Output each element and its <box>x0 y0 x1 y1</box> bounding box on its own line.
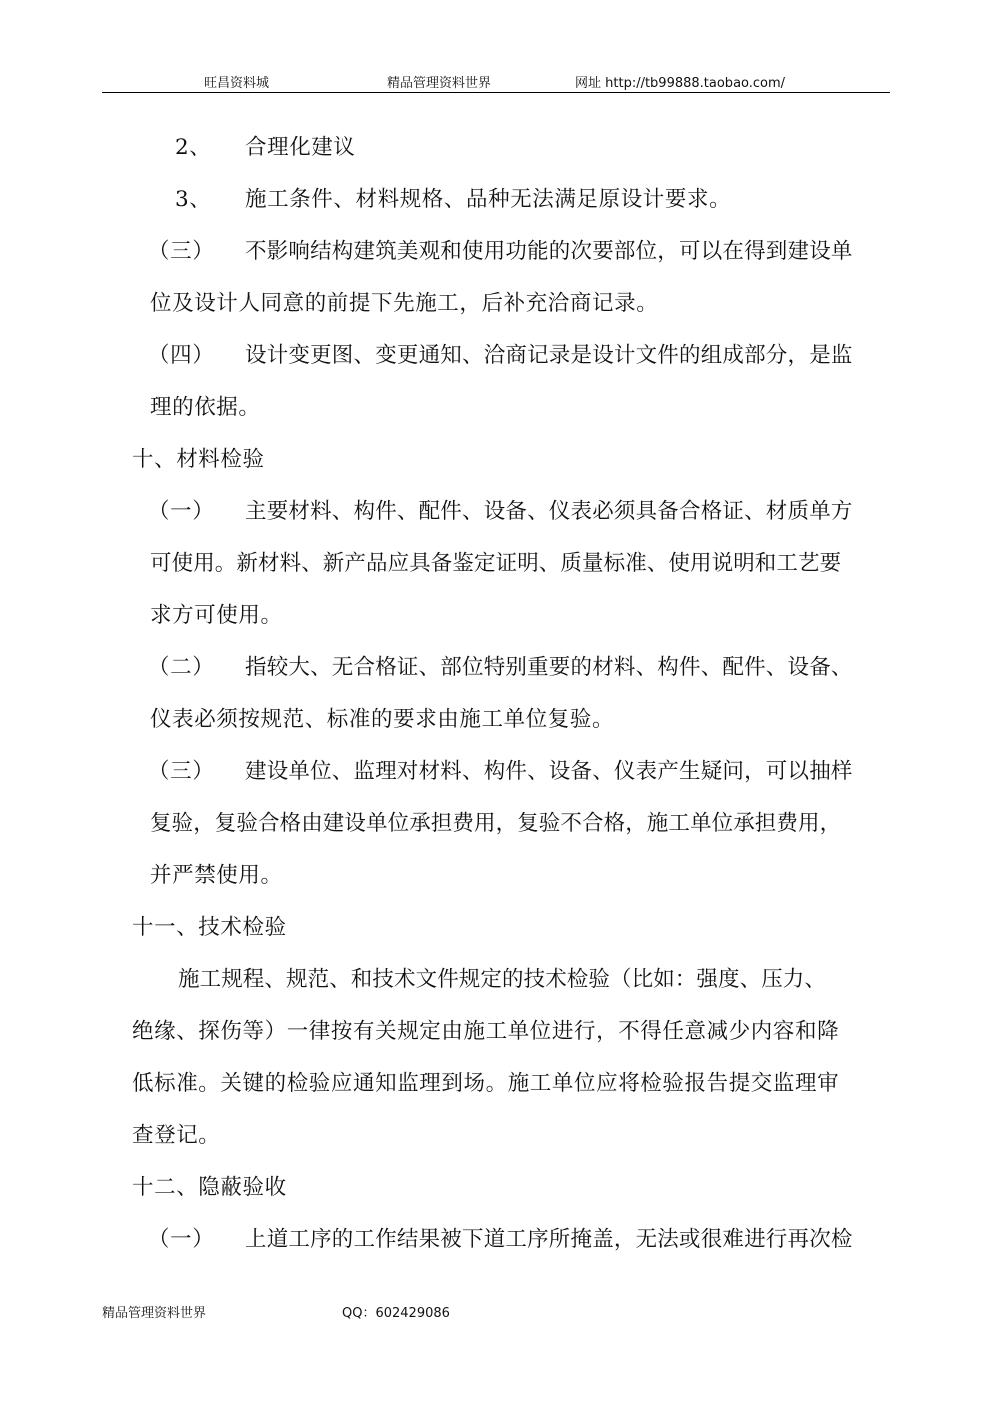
item-text: 指较大、无合格证、部位特别重要的材料、构件、配件、设备、 <box>245 655 853 680</box>
item-label: 2、 <box>175 135 212 160</box>
item-label: （一） <box>148 1227 215 1252</box>
item-text: 施工规程、规范、和技术文件规定的技术检验（比如：强度、压力、 <box>178 967 827 992</box>
item-text: 绝缘、探伤等）一律按有关规定由施工单位进行，不得任意减少内容和降 <box>132 1019 840 1044</box>
item-text: 并严禁使用。 <box>150 863 283 888</box>
item-label: 3、 <box>175 187 212 212</box>
footer-right: QQ：602429086 <box>342 1306 450 1321</box>
item-text: 设计变更图、变更通知、洽商记录是设计文件的组成部分，是监 <box>245 343 853 368</box>
header-right: 网址 http://tb99888.taobao.com/ <box>575 76 786 91</box>
item-text: 建设单位、监理对材料、构件、设备、仪表产生疑问，可以抽样 <box>245 759 853 784</box>
header-center: 精品管理资料世界 <box>387 76 492 91</box>
item-text: 可使用。新材料、新产品应具备鉴定证明、质量标准、使用说明和工艺要 <box>150 551 842 576</box>
item-text: 不影响结构建筑美观和使用功能的次要部位，可以在得到建设单 <box>245 239 853 264</box>
header-left: 旺昌资料城 <box>204 76 270 91</box>
item-label: （三） <box>148 239 215 264</box>
item-label: （四） <box>148 343 215 368</box>
item-text: 低标准。关键的检验应通知监理到场。施工单位应将检验报告提交监理审 <box>132 1071 840 1096</box>
item-text: 复验，复验合格由建设单位承担费用，复验不合格，施工单位承担费用， <box>150 811 842 836</box>
section-title: 十、材料检验 <box>132 447 265 472</box>
item-text: 施工条件、材料规格、品种无法满足原设计要求。 <box>245 187 732 212</box>
item-text: 合理化建议 <box>245 135 356 160</box>
footer-left: 精品管理资料世界 <box>102 1306 207 1321</box>
item-text: 主要材料、构件、配件、设备、仪表必须具备合格证、材质单方 <box>245 499 853 524</box>
item-label: （三） <box>148 759 215 784</box>
item-text: 上道工序的工作结果被下道工序所掩盖，无法或很难进行再次检 <box>245 1227 853 1252</box>
item-text: 理的依据。 <box>150 395 261 420</box>
item-text: 求方可使用。 <box>150 603 283 628</box>
page-header <box>102 72 890 92</box>
section-title: 十一、技术检验 <box>132 915 287 940</box>
item-label: （一） <box>148 499 215 524</box>
header-rule <box>102 92 890 93</box>
section-title: 十二、隐蔽验收 <box>132 1175 287 1200</box>
item-text: 位及设计人同意的前提下先施工，后补充洽商记录。 <box>150 291 659 316</box>
item-text: 仪表必须按规范、标准的要求由施工单位复验。 <box>150 707 615 732</box>
item-label: （二） <box>148 655 215 680</box>
item-text: 查登记。 <box>132 1123 221 1148</box>
